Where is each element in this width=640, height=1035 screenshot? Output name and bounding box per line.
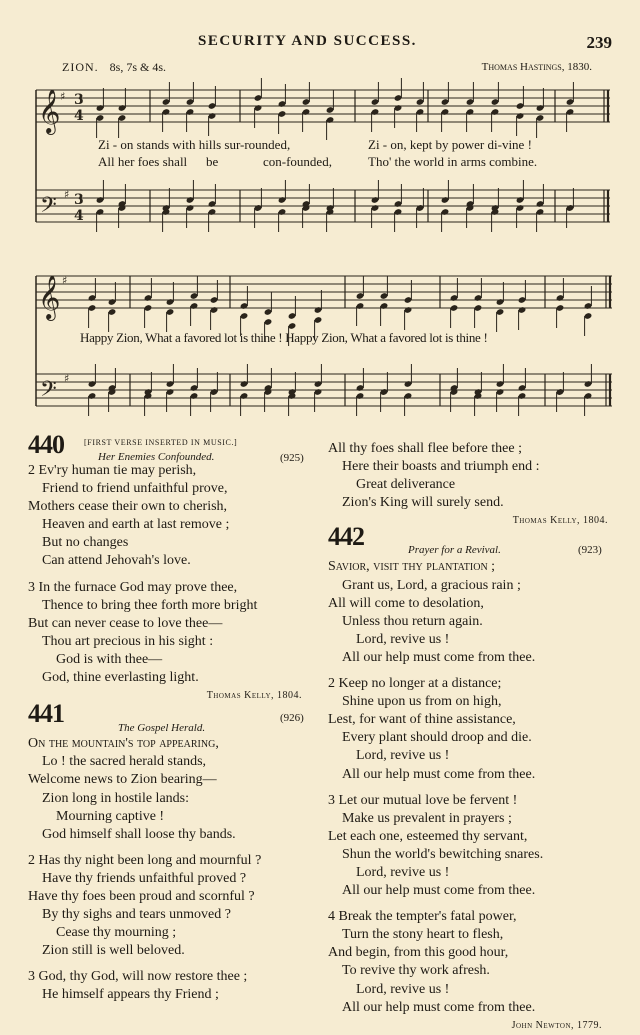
verse-line: Lord, revive us ! (356, 864, 450, 880)
verse-line: God is with thee— (56, 651, 163, 667)
verse-line: Thence to bring thee forth more bright (42, 597, 258, 613)
verse-line: All our help must come from thee. (342, 999, 536, 1015)
verse-line: Mourning captive ! (56, 808, 165, 824)
tune-meter: 8s, 7s & 4s. (109, 60, 167, 74)
treble-clef-icon: 𝄞 (38, 275, 61, 319)
verse-line: 2 Has thy night been long and mournful ? (28, 852, 262, 868)
hymn-number: 442 (328, 522, 364, 552)
verse-line: 3 In the furnace God may prove thee, (28, 579, 238, 595)
svg-text:♯: ♯ (64, 372, 70, 385)
treble-clef-icon: 𝄞 (38, 89, 61, 133)
verse-line: Make us prevalent in prayers ; (342, 810, 512, 826)
verse-line: 3 Let our mutual love be fervent ! (328, 792, 518, 808)
bass-clef-icon: 𝄢 (40, 377, 57, 407)
hymn-ref: (923) (578, 544, 602, 557)
svg-text:4: 4 (74, 208, 84, 224)
verse-line: He himself appears thy Friend ; (42, 987, 219, 1003)
music-score (0, 0, 640, 430)
verse-line: All our help must come from thee. (342, 766, 536, 782)
verse-line: 2 Keep no longer at a distance; (328, 676, 502, 692)
verse-line: Zion's King will surely send. (342, 495, 504, 511)
verse-line: Heaven and earth at last remove ; (42, 517, 230, 533)
left-column (28, 430, 318, 1005)
verse-line: Can attend Jehovah's love. (42, 553, 191, 569)
hymn-441-heading (28, 699, 318, 735)
verse-line: All thy foes shall flee before thee ; (328, 441, 522, 456)
hymn-attribution: John Newton, 1779. (511, 1019, 602, 1031)
verse-line: Shine upon us from on high, (342, 694, 502, 710)
verse-line: Shun the world's bewitching snares. (342, 846, 544, 862)
hymn-attribution: Thomas Kelly, 1804. (206, 690, 302, 702)
verse-line: Savior, visit thy plantation ; (328, 559, 496, 575)
verse-line: 4 Break the tempter's fatal power, (328, 909, 517, 925)
hymn-440-heading (28, 430, 318, 464)
verse-line: Turn the stony heart to flesh, (342, 927, 504, 943)
verse-line: Have thy friends unfaithful proved ? (42, 870, 247, 886)
verse-line: Great deliverance (356, 477, 456, 493)
verse-line: Unless thou return again. (342, 613, 483, 629)
verse-line: To revive thy work afresh. (342, 963, 490, 979)
verse-line: All our help must come from thee. (342, 883, 536, 899)
verse-line: All our help must come from thee. (342, 649, 536, 665)
svg-text:3: 3 (74, 92, 84, 108)
verse-line: On the mountain's top appearing, (28, 736, 219, 752)
hymn-subtitle: The Gospel Herald. (118, 722, 206, 735)
verse-line: Zion long in hostile lands: (42, 790, 189, 806)
hymn-attribution: Thomas Kelly, 1804. (512, 515, 608, 527)
verse-line: Lest, for want of thine assistance, (328, 712, 516, 728)
svg-text:♯: ♯ (60, 90, 66, 103)
svg-text:♯: ♯ (64, 188, 70, 201)
page-title: SECURITY AND SUCCESS. (198, 33, 417, 49)
lyric-line-2c: con-founded, (263, 154, 332, 169)
tune-name: ZION. (62, 60, 99, 74)
svg-text:♯: ♯ (62, 274, 68, 287)
verse-line: But no changes (42, 535, 129, 551)
verse-line: Thou art precious in his sight : (42, 633, 214, 649)
hymn-number: 440 (28, 430, 64, 459)
verse-line: God himself shall loose thy bands. (42, 826, 236, 842)
verse-line: 3 God, thy God, will now restore thee ; (28, 969, 248, 985)
verse-line: Cease thy mourning ; (56, 925, 177, 941)
bass-clef-icon: 𝄢 (40, 193, 57, 223)
verse-line: Lord, revive us ! (356, 981, 450, 997)
verse-line: Grant us, Lord, a gracious rain ; (342, 577, 521, 593)
verse-line: All will come to desolation, (328, 595, 484, 611)
lyric-line-1a: Zi - on stands with hills sur-rounded, (98, 137, 291, 152)
verse-line: Lord, revive us ! (356, 631, 450, 647)
verse-line: Have thy foes been proud and scornful ? (28, 888, 255, 904)
hymn-442-heading (328, 522, 618, 558)
verse-line: Every plant should droop and die. (342, 730, 532, 746)
lyric-line-3: Happy Zion, What a favored lot is thine ! Happy Zion, What a favored lot is thine ! (80, 330, 488, 345)
svg-text:3: 3 (74, 192, 84, 208)
lyric-line-2d: Tho' the world in arms combine. (368, 154, 538, 169)
verse-line: Lo ! the sacred herald stands, (42, 754, 207, 770)
verse-line: 2 Ev'ry human tie may perish, (28, 463, 197, 478)
hymn-subtitle: Prayer for a Revival. (408, 544, 501, 557)
hymn-ref: (926) (280, 712, 304, 725)
verse-line: Mothers cease their own to cherish, (28, 499, 228, 515)
hymn-ref: (925) (280, 452, 304, 464)
lyric-line-2a: All her foes shall (98, 154, 188, 169)
hymn-note: [FIRST VERSE INSERTED IN MUSIC.] (84, 438, 238, 447)
hymn-subtitle: Her Enemies Confounded. (98, 451, 215, 463)
verse-line: And begin, from this good hour, (328, 945, 509, 961)
lyric-line-1b: Zi - on, kept by power di-vine ! (368, 137, 532, 152)
lyric-line-2b: be (206, 154, 219, 169)
verse-line: Lord, revive us ! (356, 748, 450, 764)
verse-line: Friend to friend unfaithful prove, (42, 481, 228, 497)
tune-composer: Thomas Hastings, 1830. (481, 61, 592, 73)
verse-line: Here their boasts and triumph end : (342, 459, 540, 475)
verse-line: Zion still is well beloved. (42, 943, 185, 959)
verse-line: By thy sighs and tears unmoved ? (42, 907, 231, 923)
page-number: 239 (586, 33, 612, 52)
right-column (328, 440, 618, 1035)
verse-line: God, thine everlasting light. (42, 670, 199, 686)
verse-line: But can never cease to love thee— (28, 615, 223, 631)
verse-line: Let each one, esteemed thy servant, (328, 828, 528, 844)
svg-text:4: 4 (74, 108, 84, 124)
verse-line: Welcome news to Zion bearing— (28, 772, 217, 788)
hymn-number: 441 (28, 699, 64, 729)
